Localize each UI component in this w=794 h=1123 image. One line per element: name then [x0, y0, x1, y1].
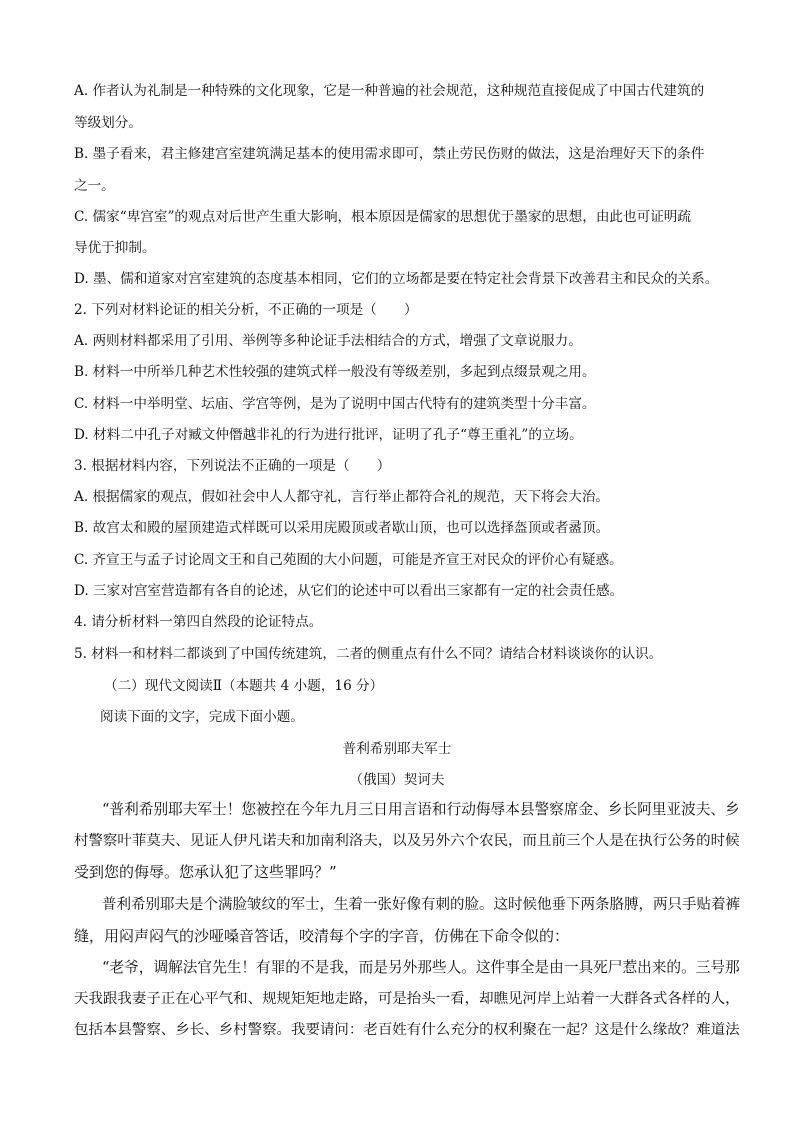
question-3: 3. 根据材料内容，下列说法不正确的一项是（ ） — [74, 458, 391, 474]
option-2d: D. 材料二中孔子对臧文仲僭越非礼的行为进行批评，证明了孔子“尊王重礼”的立场。 — [74, 427, 583, 443]
option-1c-line-1: C. 儒家“卑宫室”的观点对后世产生重大影响，根本原因是儒家的思想优于墨家的思想，由此也可证明疏 — [74, 209, 691, 225]
story-paragraph-3-line-1: “老爷，调解法官先生！有罪的不是我，而是另外那些人。这件事全是由一具死尸惹出来的。三号那 — [102, 959, 740, 976]
story-author: （俄国）契诃夫 — [349, 772, 445, 788]
question-4: 4. 请分析材料一第四自然段的论证特点。 — [74, 614, 323, 630]
option-1d: D. 墨、儒和道家对宫室建筑的态度基本相同，它们的立场都是要在特定社会背景下改善君主和民众的关系。 — [74, 271, 719, 287]
option-1b-line-2: 之一。 — [74, 178, 115, 194]
story-paragraph-2-line-2: 缝，用闷声闷气的沙哑嗓音答话，咬清每个字的字音，仿佛在下命令似的： — [74, 927, 570, 945]
story-paragraph-3-line-2: 天我跟我妻子正在心平气和、规规矩矩地走路，可是抬头一看，却瞧见河岸上站着一大群各式各样的人， — [74, 991, 740, 1007]
option-1a-line-1: A. 作者认为礼制是一种特殊的文化现象，它是一种普遍的社会规范，这种规范直接促成了中国古代建筑的 — [74, 83, 705, 99]
story-paragraph-1-line-3: 受到您的侮辱。您承认犯了这些罪吗？” — [74, 863, 337, 881]
option-1c-line-2: 导优于抑制。 — [74, 240, 156, 256]
story-paragraph-1-line-1: “普利希别耶夫军士！您被控在今年九月三日用言语和行动侮辱本县警察席金、乡长阿里亚波夫、乡 — [102, 801, 740, 818]
question-5: 5. 材料一和材料二都谈到了中国传统建筑，二者的侧重点有什么不同？请结合材料谈谈你的认识。 — [74, 646, 663, 662]
story-title: 普利希别耶夫军士 — [342, 741, 452, 757]
option-3b: B. 故宫太和殿的屋顶建造式样既可以采用庑殿顶或者歇山顶，也可以选择盔顶或者盝顶。 — [74, 520, 610, 536]
option-3d: D. 三家对宫室营造都有各自的论述，从它们的论述中可以看出三家都有一定的社会责任感。 — [74, 583, 624, 599]
question-2: 2. 下列对材料论证的相关分析，不正确的一项是（ ） — [74, 302, 418, 318]
option-3a: A. 根据儒家的观点，假如社会中人人都守礼，言行举止都符合礼的规范，天下将会大治。 — [74, 489, 610, 505]
option-3c: C. 齐宣王与孟子讨论周文王和自己苑囿的大小问题，可能是齐宣王对民众的评价心有疑惑。 — [74, 552, 623, 568]
option-2a: A. 两则材料都采用了引用、举例等多种论证手法相结合的方式，增强了文章说服力。 — [74, 333, 582, 349]
section-heading: （二）现代文阅读Ⅱ（本题共 4 小题，16 分） — [104, 678, 384, 694]
story-paragraph-2-line-1: 普利希别耶夫是个满脸皱纹的军士，生着一张好像有刺的脸。这时候他垂下两条胳膊，两只手贴着裤 — [102, 897, 740, 913]
story-paragraph-1-line-2: 村警察叶菲莫夫、见证人伊凡诺夫和加南利洛夫，以及另外六个农民，而且前三个人是在执行公务的时候 — [74, 833, 740, 849]
reading-instruction: 阅读下面的文字，完成下面小题。 — [100, 709, 304, 725]
option-1a-line-2: 等级划分。 — [74, 115, 142, 131]
story-paragraph-3-line-3: 包括本县警察、乡长、乡村警察。我要请问：老百姓有什么充分的权利聚在一起？这是什么缘故？难道法 — [74, 1022, 740, 1038]
option-2b: B. 材料一中所举几种艺术性较强的建筑式样一般没有等级差别，多起到点缀景观之用。 — [74, 364, 596, 380]
option-1b-line-1: B. 墨子看来，君主修建宫室建筑满足基本的使用需求即可，禁止劳民伤财的做法，这是治理好天下的条件 — [74, 146, 705, 162]
option-2c: C. 材料一中举明堂、坛庙、学宫等例，是为了说明中国古代特有的建筑类型十分丰富。 — [74, 396, 596, 412]
